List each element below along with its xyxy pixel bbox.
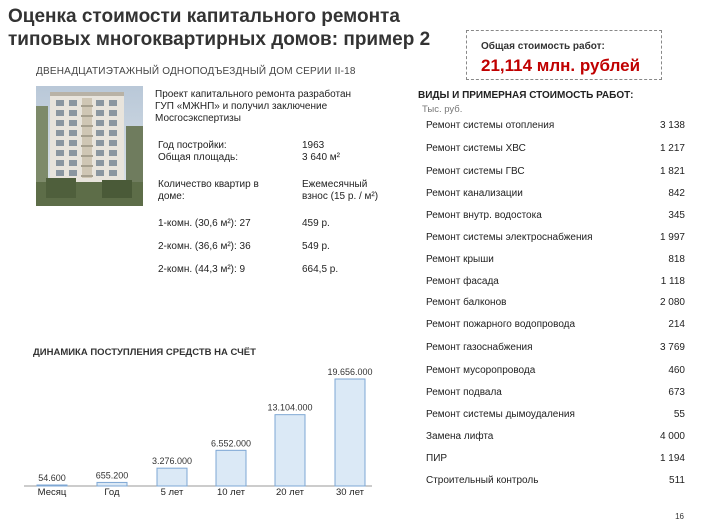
- apartment-payment-3: 664,5 р.: [302, 264, 339, 275]
- chart-data-label: 6.552.000: [210, 438, 252, 449]
- work-item-name: Ремонт системы отопления: [426, 120, 555, 131]
- work-item-value: 1 997: [659, 232, 685, 243]
- chart-bar: [216, 450, 246, 486]
- apartment-type-3: 2-комн. (44,3 м²): 9: [158, 264, 246, 275]
- chart-bar: [275, 415, 305, 486]
- chart-category-label: 5 лет: [160, 487, 184, 498]
- chart-data-label: 54.600: [38, 473, 66, 483]
- work-item-name: Ремонт фасада: [426, 276, 499, 287]
- work-item-value: 1 118: [660, 276, 685, 287]
- project-line-2: ГУП «МЖНП» и получил заключение: [155, 101, 328, 112]
- works-unit: Тыс. руб.: [422, 104, 463, 115]
- work-item-name: Ремонт внутр. водостока: [426, 210, 542, 221]
- chart-bar: [97, 482, 127, 486]
- work-item-value: 55: [673, 409, 685, 420]
- title-line-1: Оценка стоимости капитального ремонта: [8, 6, 400, 27]
- apartment-type-2: 2-комн. (36,6 м²): 36: [158, 241, 251, 252]
- work-item-name: Ремонт системы ГВС: [426, 166, 525, 177]
- work-item-value: 214: [668, 319, 685, 330]
- payment-label-line-2: взнос (15 р. / м²): [302, 191, 379, 202]
- chart-data-label: 19.656.000: [327, 367, 373, 377]
- total-cost-label: Общая стоимость работ:: [481, 41, 605, 52]
- work-item-value: 3 138: [659, 120, 685, 131]
- apartments-label-line-2: доме:: [158, 191, 185, 202]
- work-item-name: Ремонт балконов: [426, 297, 507, 308]
- area-label: Общая площадь:: [158, 152, 239, 163]
- year-value: 1963: [302, 140, 325, 151]
- work-item-value: 1 821: [659, 166, 685, 177]
- work-item-name: ПИР: [426, 453, 448, 464]
- work-item-value: 345: [668, 210, 685, 221]
- page-subtitle: ДВЕНАДЦАТИЭТАЖНЫЙ ОДНОПОДЪЕЗДНЫЙ ДОМ СЕРИИ II-18: [36, 66, 356, 77]
- chart-data-label: 13.104.000: [267, 402, 313, 413]
- area-value: 3 640 м²: [302, 152, 341, 163]
- chart-data-label: 3.276.000: [151, 456, 193, 467]
- dynamics-chart-title: ДИНАМИКА ПОСТУПЛЕНИЯ СРЕДСТВ НА СЧЁТ: [33, 347, 256, 358]
- work-item-name: Строительный контроль: [426, 475, 539, 486]
- work-item-name: Ремонт системы ХВС: [426, 143, 526, 154]
- chart-category-label: Год: [104, 487, 120, 498]
- title-line-2: типовых многоквартирных домов: пример 2: [8, 29, 431, 50]
- work-item-name: Ремонт газоснабжения: [426, 342, 533, 353]
- chart-category-label: 20 лет: [275, 487, 305, 498]
- chart-bar: [37, 485, 67, 486]
- work-item-value: 673: [668, 387, 685, 398]
- work-item-name: Ремонт пожарного водопровода: [426, 319, 576, 330]
- works-title: ВИДЫ И ПРИМЕРНАЯ СТОИМОСТЬ РАБОТ:: [418, 90, 634, 101]
- work-item-name: Ремонт подвала: [426, 387, 502, 398]
- work-item-value: 842: [668, 188, 685, 199]
- work-item-name: Ремонт системы дымоудаления: [426, 409, 575, 420]
- work-item-name: Ремонт канализации: [426, 188, 523, 199]
- work-item-value: 1 194: [659, 453, 685, 464]
- apartment-payment-2: 549 р.: [302, 241, 330, 252]
- total-cost-value: 21,114 млн. рублей: [481, 56, 641, 75]
- work-item-name: Ремонт крыши: [426, 254, 494, 265]
- work-item-value: 511: [669, 475, 685, 486]
- chart-category-label: 30 лет: [335, 487, 365, 498]
- work-item-value: 1 217: [659, 143, 685, 154]
- work-item-value: 818: [668, 254, 685, 265]
- work-item-value: 3 769: [659, 342, 685, 353]
- project-line-3: Мосгосэкспертизы: [155, 113, 241, 124]
- year-label: Год постройки:: [158, 140, 227, 151]
- work-item-name: Замена лифта: [426, 431, 494, 442]
- chart-bar: [335, 379, 365, 486]
- apartment-type-1: 1-комн. (30,6 м²): 27: [158, 218, 251, 229]
- apartments-label-line-1: Количество квартир в: [158, 179, 259, 190]
- chart-category-label: Месяц: [37, 487, 67, 498]
- chart-bar: [157, 468, 187, 486]
- chart-data-label: 655.200: [95, 470, 129, 481]
- work-item-value: 460: [668, 365, 685, 376]
- work-item-value: 2 080: [659, 297, 685, 308]
- chart-category-label: 10 лет: [216, 487, 246, 498]
- payment-label-line-1: Ежемесячный: [302, 179, 368, 190]
- work-item-value: 4 000: [659, 431, 685, 442]
- page-number: 16: [675, 512, 684, 521]
- apartment-payment-1: 459 р.: [302, 218, 330, 229]
- work-item-name: Ремонт мусоропровода: [426, 365, 536, 376]
- project-line-1: Проект капитального ремонта разработан: [155, 89, 352, 100]
- work-item-name: Ремонт системы электроснабжения: [426, 232, 593, 243]
